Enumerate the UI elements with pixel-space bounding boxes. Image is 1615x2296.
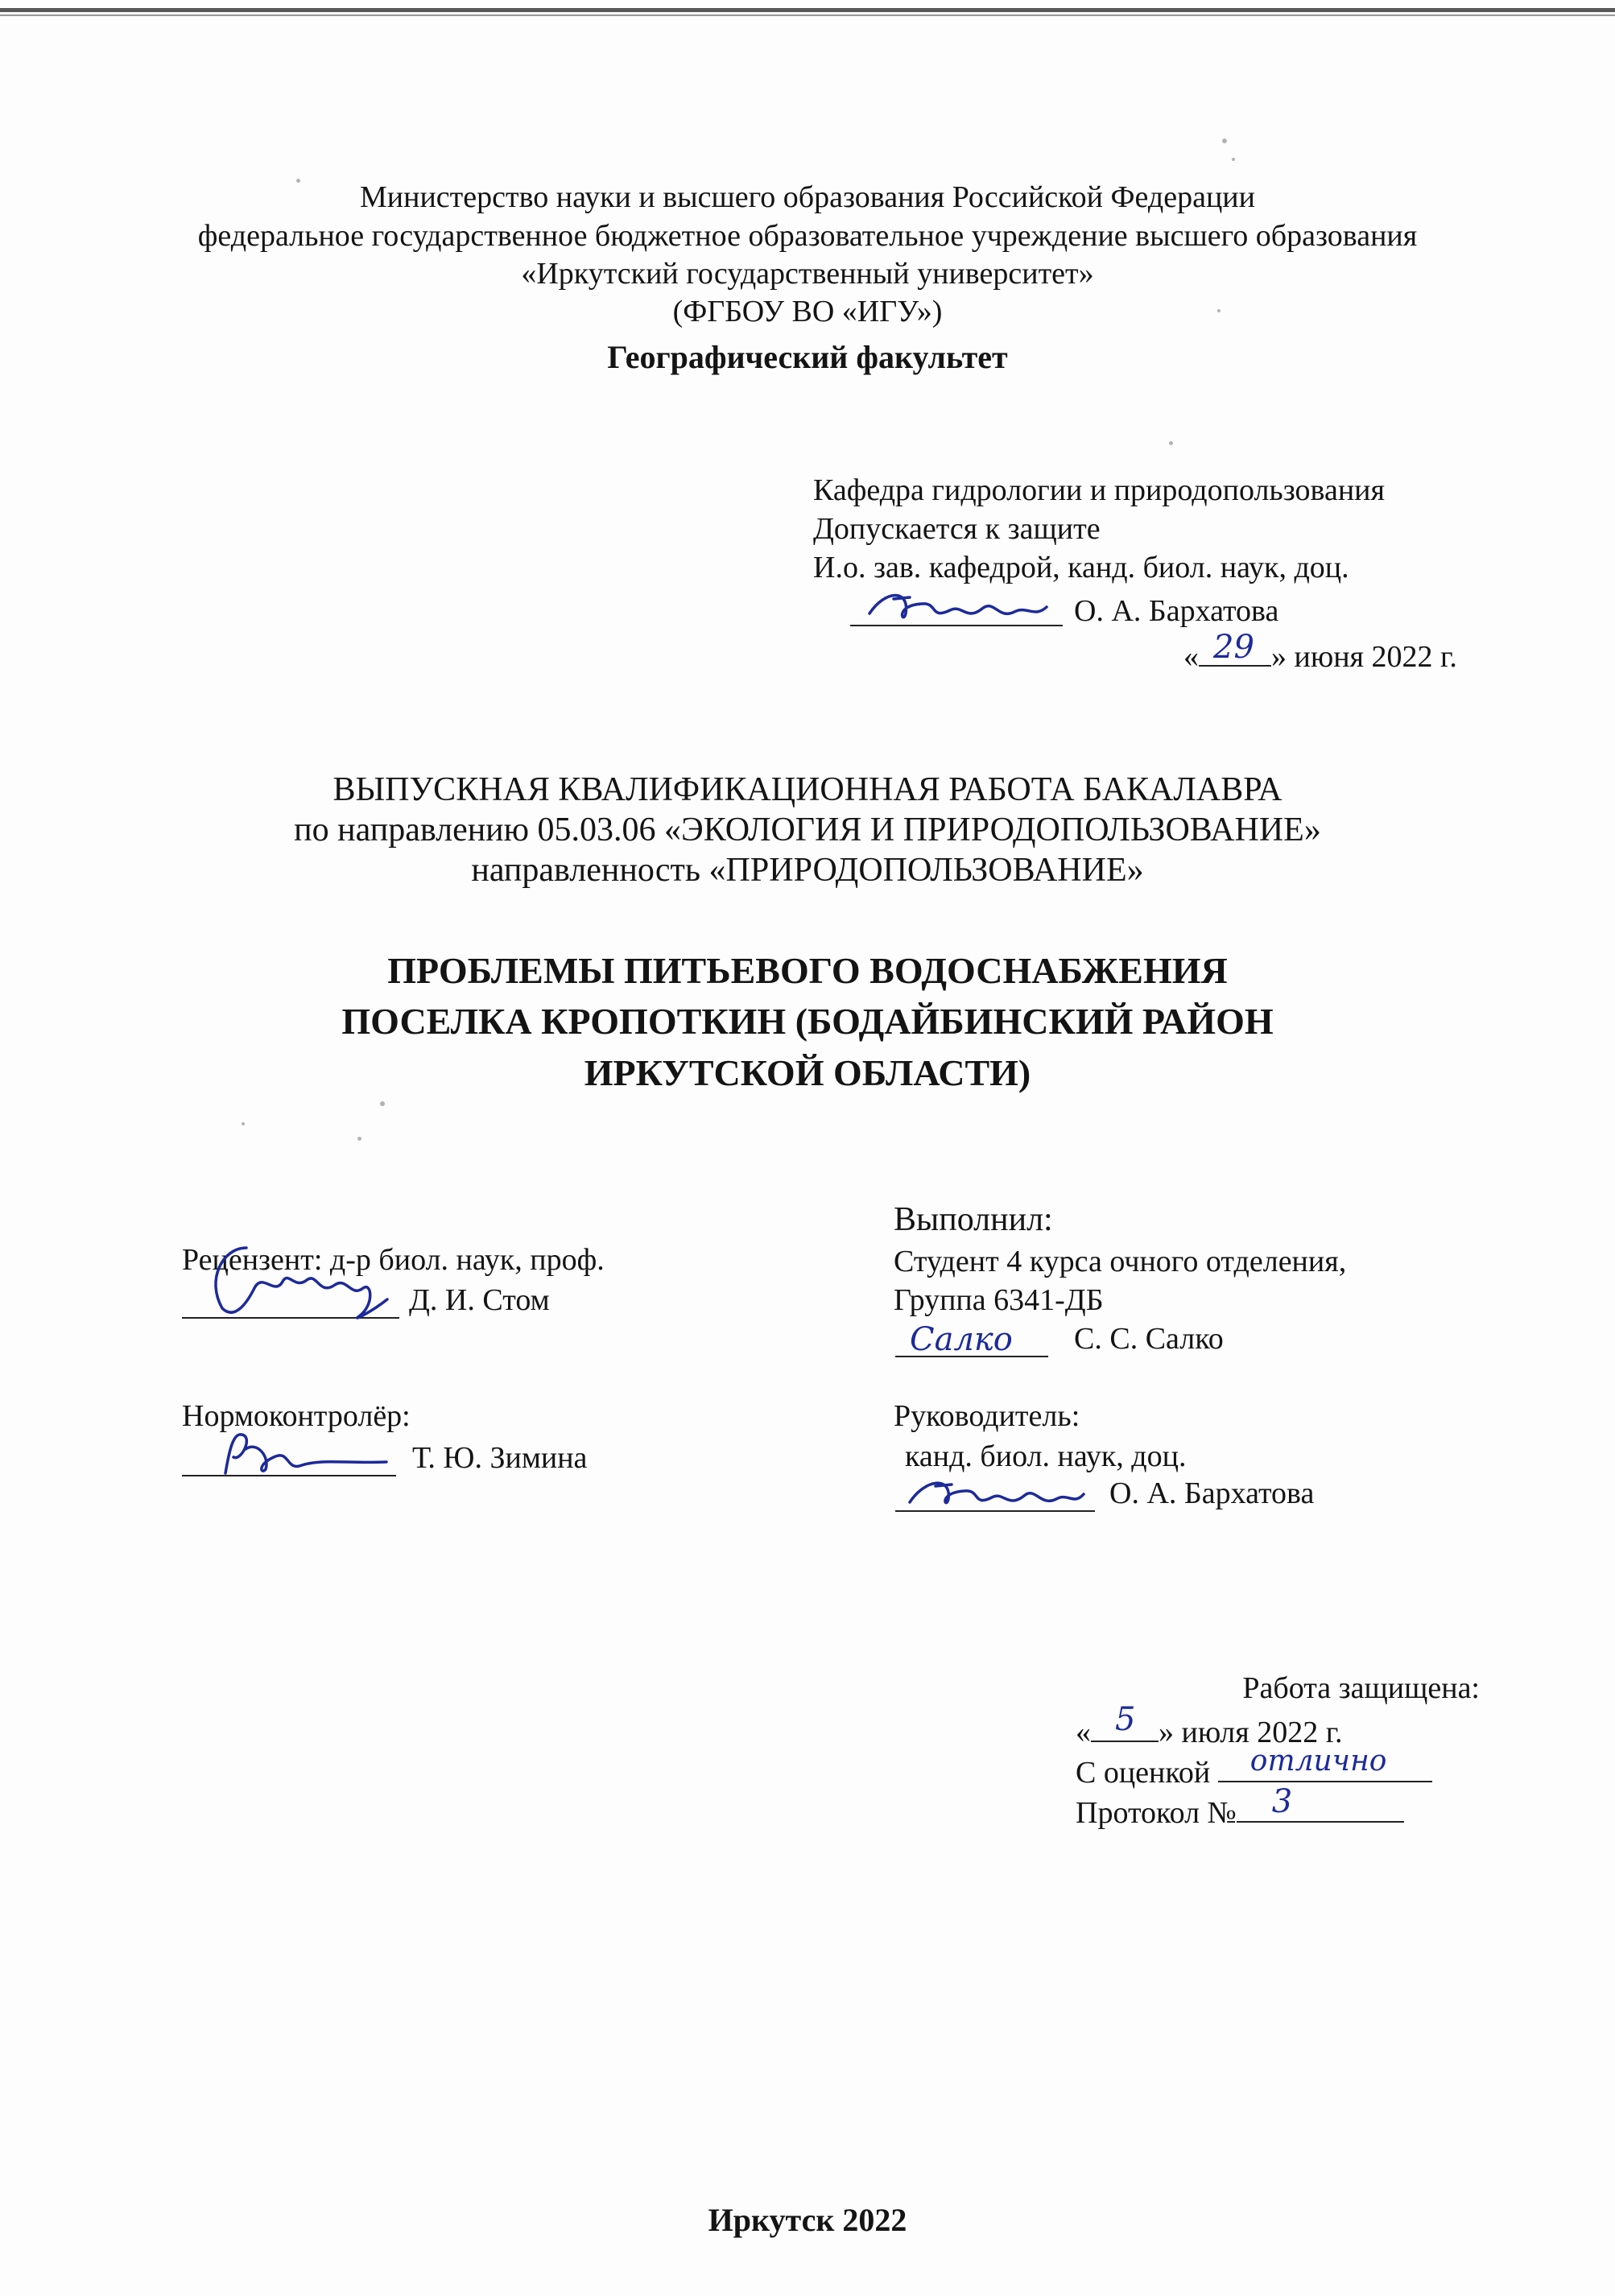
defense-date-open: « [1076, 1716, 1091, 1749]
defense-date-rest: » июля 2022 г. [1159, 1716, 1343, 1749]
scan-speck [1232, 158, 1235, 161]
approval-date-open: « [1183, 640, 1199, 674]
scan-speck [380, 1101, 385, 1106]
approval-date-day: 29 [1213, 629, 1254, 666]
scan-speck [357, 1137, 361, 1141]
department-name: Кафедра гидрологии и природопользования [813, 473, 1385, 507]
work-title-line-3: ИРКУТСКОЙ ОБЛАСТИ) [584, 1052, 1031, 1093]
reviewer-label: Рецензент: д-р биол. наук, проф. [182, 1243, 605, 1277]
scan-speck [1169, 441, 1173, 445]
defense-protocol-blank [1237, 1783, 1404, 1823]
work-direction: по направлению 05.03.06 «ЭКОЛОГИЯ И ПРИРОДОПОЛЬЗОВАНИЕ» [294, 811, 1321, 849]
author-group: Группа 6341-ДБ [894, 1283, 1104, 1317]
scan-speck [1222, 138, 1227, 143]
approval-date [1183, 629, 1457, 674]
supervisor-name: О. А. Бархатова [1109, 1476, 1315, 1510]
scan-speck [1217, 309, 1221, 312]
scan-edge-line [0, 8, 1615, 12]
reviewer-name: Д. И. Стом [409, 1283, 550, 1317]
scan-edge-line-thin [0, 14, 1615, 16]
author-heading: Выполнил: [894, 1201, 1053, 1238]
author-status: Студент 4 курса очного отделения, [894, 1245, 1347, 1278]
admission-note: Допускается к защите [813, 512, 1101, 546]
supervisor-signature [902, 1467, 1087, 1515]
defense-grade-label: С оценкой [1076, 1756, 1211, 1790]
ministry-line: Министерство науки и высшего образования Российской Федерации [360, 180, 1255, 214]
defense-protocol [1076, 1783, 1404, 1830]
university-abbreviation: (ФГБОУ ВО «ИГУ») [672, 295, 943, 328]
defense-grade-value: отлично [1249, 1745, 1387, 1778]
work-title-line-2: ПОСЕЛКА КРОПОТКИН (БОДАЙБИНСКИЙ РАЙОН [341, 1001, 1274, 1042]
author-signature: Салко [910, 1321, 1013, 1358]
supervisor-heading: Руководитель: [894, 1399, 1080, 1433]
normcontrol-signature [209, 1425, 394, 1481]
work-type: ВЫПУСКНАЯ КВАЛИФИКАЦИОННАЯ РАБОТА БАКАЛАВРА [332, 771, 1282, 808]
university-name: «Иркутский государственный университет» [521, 257, 1094, 291]
defense-protocol-value: 3 [1271, 1783, 1293, 1820]
approval-date-rest: » июня 2022 г. [1271, 640, 1457, 674]
city-year: Иркутск 2022 [708, 2202, 907, 2238]
approval-date-day-blank [1199, 629, 1271, 667]
author-name: С. С. Салко [1074, 1322, 1224, 1356]
defense-heading: Работа защищена: [1242, 1671, 1480, 1705]
institution-type-line: федеральное государственное бюджетное образовательное учреждение высшего образования [197, 219, 1418, 253]
head-position: И.о. зав. кафедрой, канд. биол. наук, доц. [813, 551, 1349, 584]
supervisor-degree: канд. биол. наук, доц. [905, 1439, 1187, 1473]
reviewer-signature [198, 1232, 399, 1328]
work-title-line-1: ПРОБЛЕМЫ ПИТЬЕВОГО ВОДОСНАБЖЕНИЯ [387, 950, 1228, 991]
defense-grade-blank [1218, 1745, 1432, 1782]
normcontrol-name: Т. Ю. Зимина [412, 1441, 588, 1475]
defense-date-day-blank [1091, 1701, 1159, 1742]
defense-protocol-label: Протокол № [1076, 1796, 1237, 1830]
scan-speck [296, 179, 300, 183]
normcontrol-label: Нормоконтролёр: [182, 1399, 411, 1433]
head-signature [861, 581, 1055, 630]
scan-speck [242, 1122, 245, 1125]
faculty-name: Географический факультет [607, 339, 1008, 375]
defense-date-day: 5 [1115, 1701, 1136, 1738]
work-profile: направленность «ПРИРОДОПОЛЬЗОВАНИЕ» [471, 852, 1144, 889]
defense-date [1076, 1701, 1343, 1749]
head-name: О. А. Бархатова [1074, 594, 1279, 628]
defense-grade [1076, 1745, 1432, 1790]
